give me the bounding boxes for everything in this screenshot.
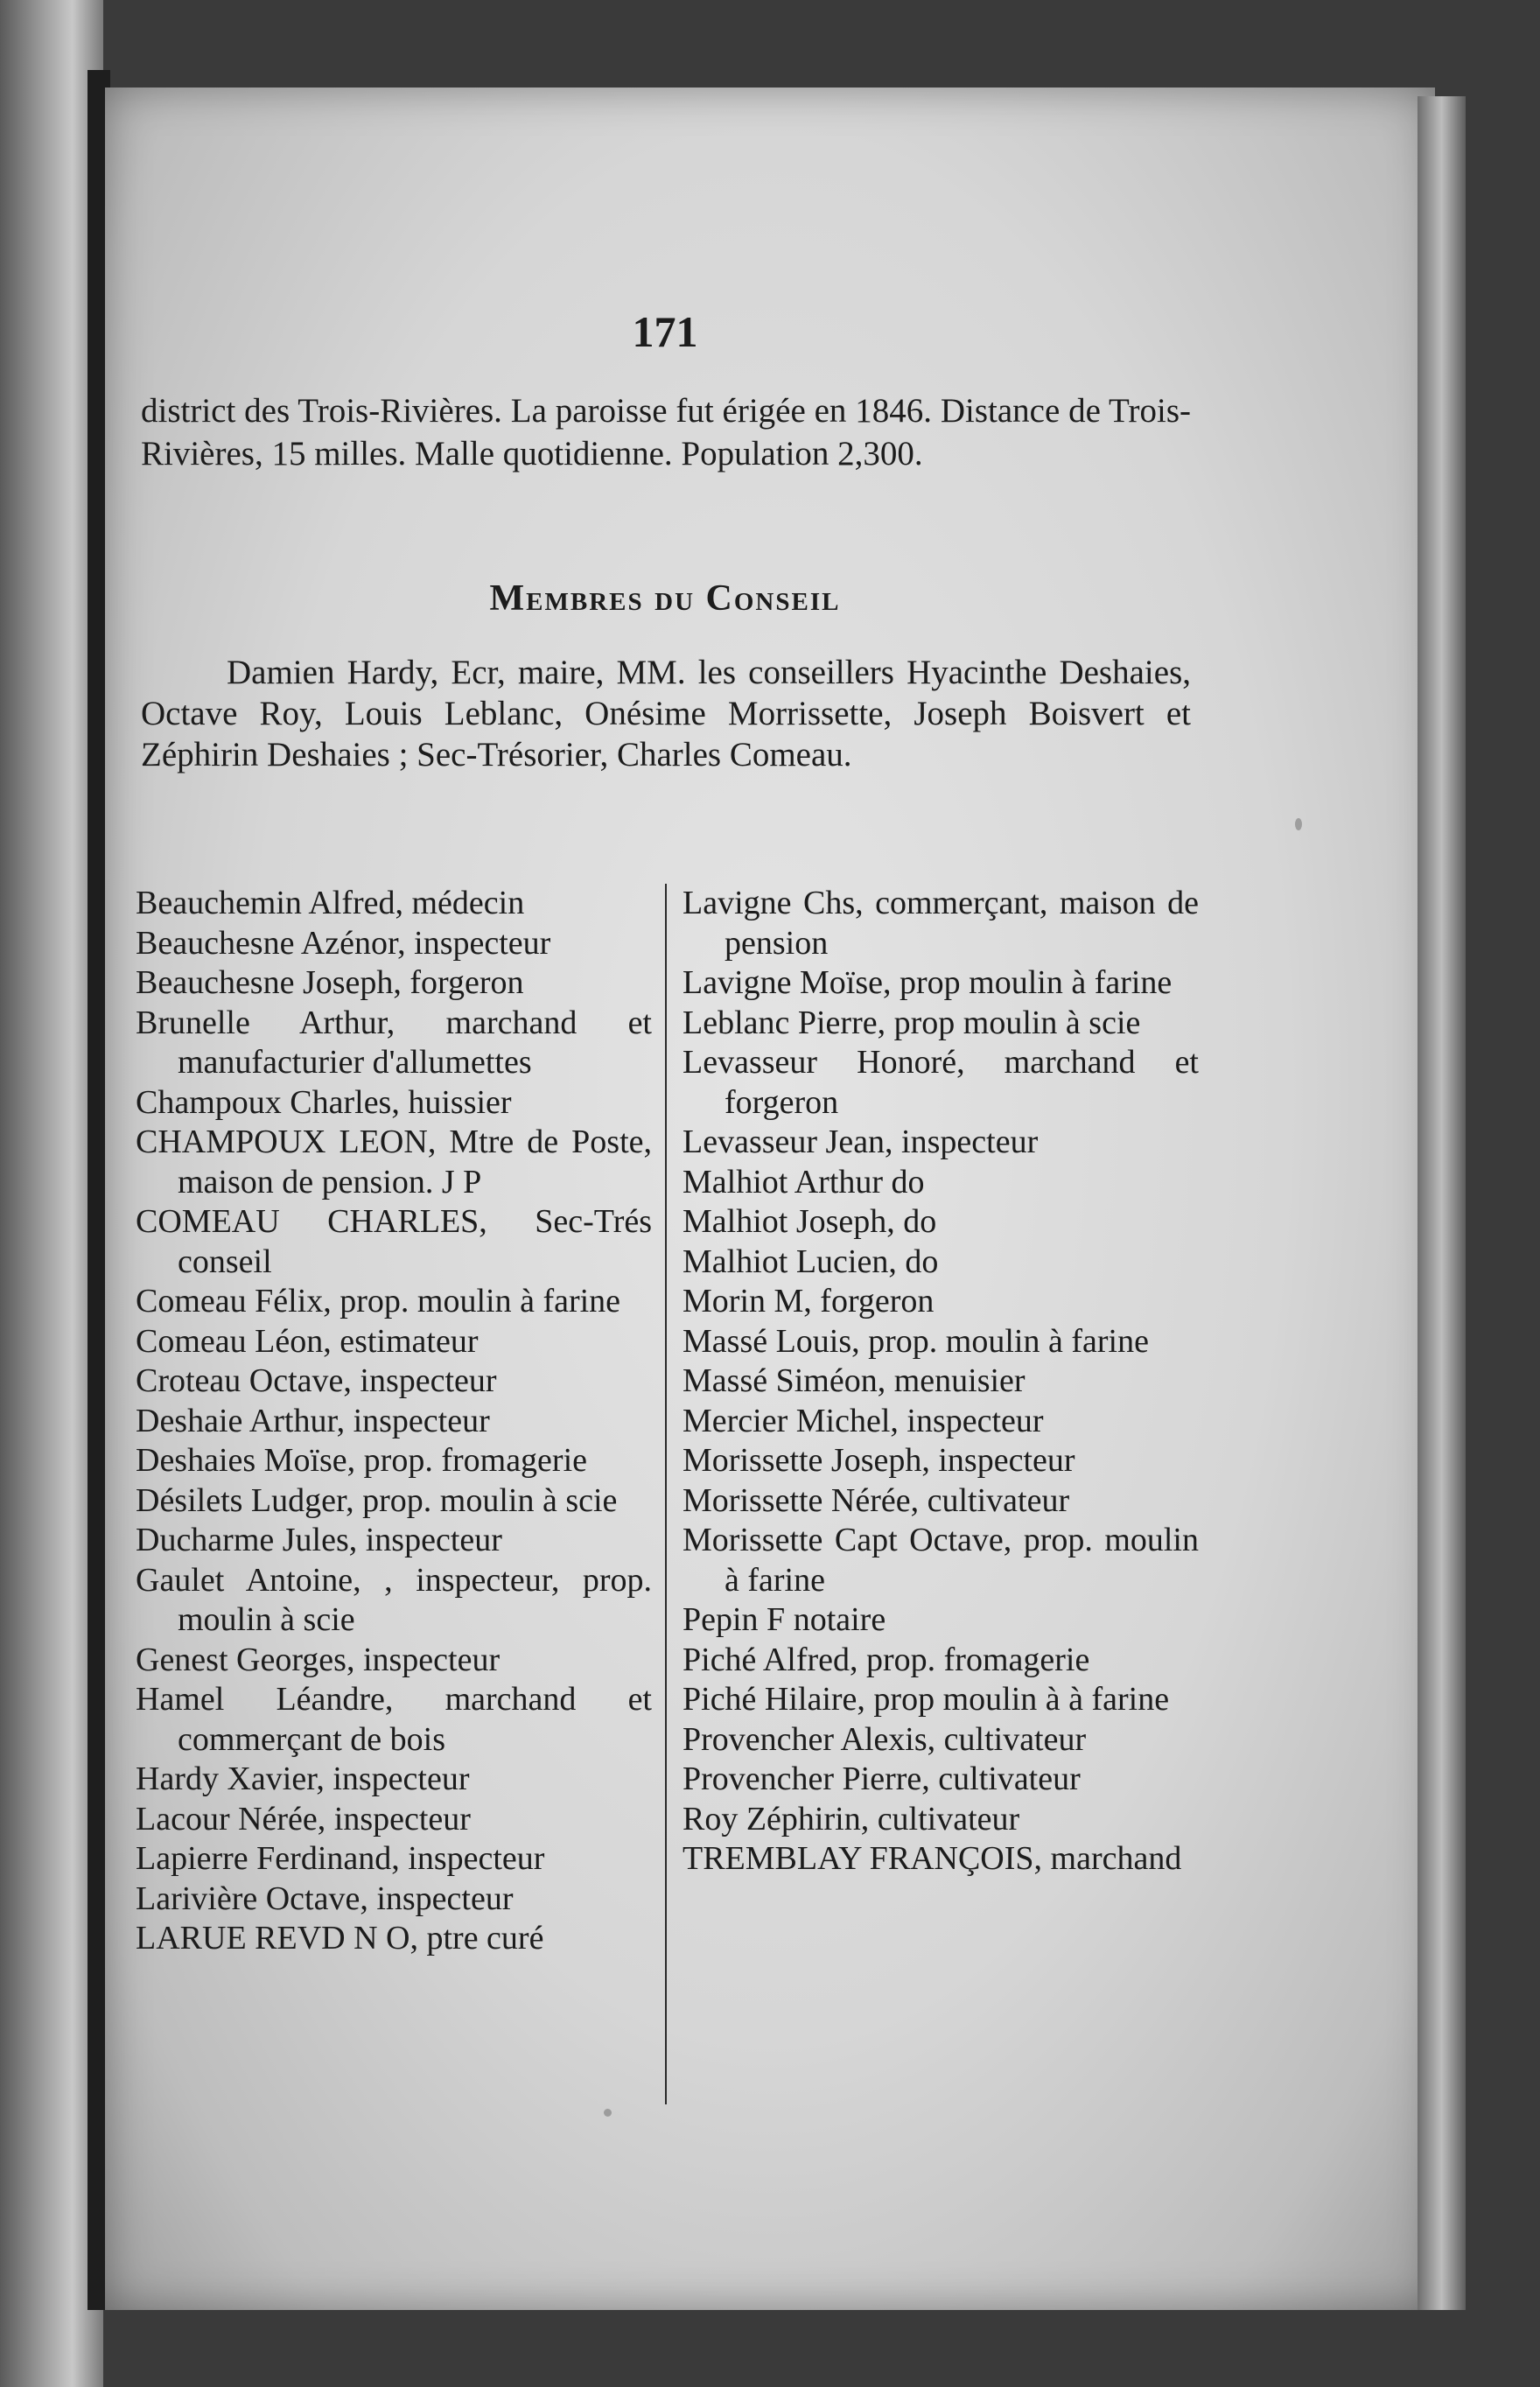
directory-entry: Ducharme Jules, inspecteur — [136, 1522, 502, 1558]
directory-entry: Piché Hilaire, prop moulin à à farine — [682, 1681, 1170, 1718]
directory-entry: Brunelle Arthur, marchand et manufacturier d'allumettes — [136, 1004, 652, 1081]
directory-entry: Beauchesne Azénor, inspecteur — [136, 924, 551, 962]
directory-entry: Genest Georges, inspecteur — [136, 1641, 500, 1678]
directory-entry: Provencher Pierre, cultivateur — [682, 1760, 1081, 1797]
directory-entry: Pepin F notaire — [682, 1601, 886, 1638]
column-divider — [665, 884, 667, 2104]
ink-speck — [1295, 818, 1302, 830]
directory-entry: Morissette Capt Octave, prop. moulin à farine — [682, 1522, 1199, 1599]
directory-entry: Hamel Léandre, marchand et commerçant de bois — [136, 1681, 652, 1758]
directory-entry: Larivière Octave, inspecteur — [136, 1880, 514, 1917]
directory-entry: Morissette Nérée, cultivateur — [682, 1481, 1070, 1519]
directory-entry: Malhiot Arthur do — [682, 1163, 925, 1200]
directory-entry: Malhiot Lucien, do — [682, 1242, 939, 1280]
council-paragraph: Damien Hardy, Ecr, maire, MM. les conseillers Hyacinthe Deshaies, Octave Roy, Louis Leblanc, Onésime Morrissette, Joseph Boisvert et Zéphirin Deshaies ; Sec-Trésorier, Charles Comeau. — [141, 654, 1191, 774]
directory-entry: TREMBLAY FRANÇOIS, marchand — [682, 1840, 1182, 1877]
directory-entry: Morin M, forgeron — [682, 1283, 934, 1320]
directory-entry: Malhiot Joseph, do — [682, 1203, 937, 1240]
directory-entry: Croteau Octave, inspecteur — [136, 1362, 497, 1399]
directory-entry: Levasseur Honoré, marchand et forgeron — [682, 1044, 1199, 1121]
directory-entry: Comeau Léon, estimateur — [136, 1322, 479, 1360]
directory-entry: Hardy Xavier, inspecteur — [136, 1760, 470, 1797]
directory-entry: COMEAU CHARLES, Sec-Trés conseil — [136, 1203, 652, 1280]
right-column — [682, 884, 1199, 1880]
directory-entry: CHAMPOUX LEON, Mtre de Poste, maison de pension. J P — [136, 1124, 652, 1200]
directory-entry: Massé Siméon, menuisier — [682, 1362, 1026, 1399]
directory-entry: Lacour Nérée, inspecteur — [136, 1800, 471, 1838]
ink-speck — [604, 2109, 612, 2117]
directory-entry: Deshaie Arthur, inspecteur — [136, 1402, 490, 1439]
directory-entry: Lavigne Moïse, prop moulin à farine — [682, 964, 1172, 1001]
directory-entry: Piché Alfred, prop. fromagerie — [682, 1641, 1090, 1678]
directory-entry: Lapierre Ferdinand, inspecteur — [136, 1840, 545, 1877]
page-stack-edge — [1418, 96, 1466, 2310]
directory-entry: Massé Louis, prop. moulin à farine — [682, 1322, 1149, 1360]
directory-entry: Leblanc Pierre, prop moulin à scie — [682, 1004, 1141, 1041]
directory-entry: Mercier Michel, inspecteur — [682, 1402, 1044, 1439]
directory-entry: Deshaies Moïse, prop. fromagerie — [136, 1442, 588, 1479]
directory-entry: Désilets Ludger, prop. moulin à scie — [136, 1481, 618, 1519]
directory-entry: Beauchesne Joseph, forgeron — [136, 964, 524, 1001]
directory-entry: Beauchemin Alfred, médecin — [136, 885, 525, 921]
directory-entry: Morissette Joseph, inspecteur — [682, 1442, 1075, 1479]
section-heading: Membres du Conseil — [489, 578, 841, 619]
directory-entry: Provencher Alexis, cultivateur — [682, 1720, 1087, 1758]
directory-entry: Gaulet Antoine, , inspecteur, prop. moulin à scie — [136, 1561, 652, 1638]
directory-entry: Comeau Félix, prop. moulin à farine — [136, 1283, 621, 1320]
left-column — [136, 884, 652, 1959]
intro-paragraph: district des Trois-Rivières. La paroisse fut érigée en 1846. Distance de Trois-Rivières, 15 milles. Malle quotidienne. Population 2,300. — [141, 392, 1191, 472]
directory-entry: Champoux Charles, huissier — [136, 1083, 512, 1121]
directory-listing — [136, 884, 1199, 2126]
directory-entry: Levasseur Jean, inspecteur — [682, 1124, 1039, 1160]
directory-entry: Lavigne Chs, commerçant, maison de pension — [682, 885, 1199, 962]
page-number: 171 — [632, 307, 698, 356]
directory-entry: Roy Zéphirin, cultivateur — [682, 1800, 1020, 1838]
directory-entry: LARUE REVD N O, ptre curé — [136, 1920, 544, 1956]
